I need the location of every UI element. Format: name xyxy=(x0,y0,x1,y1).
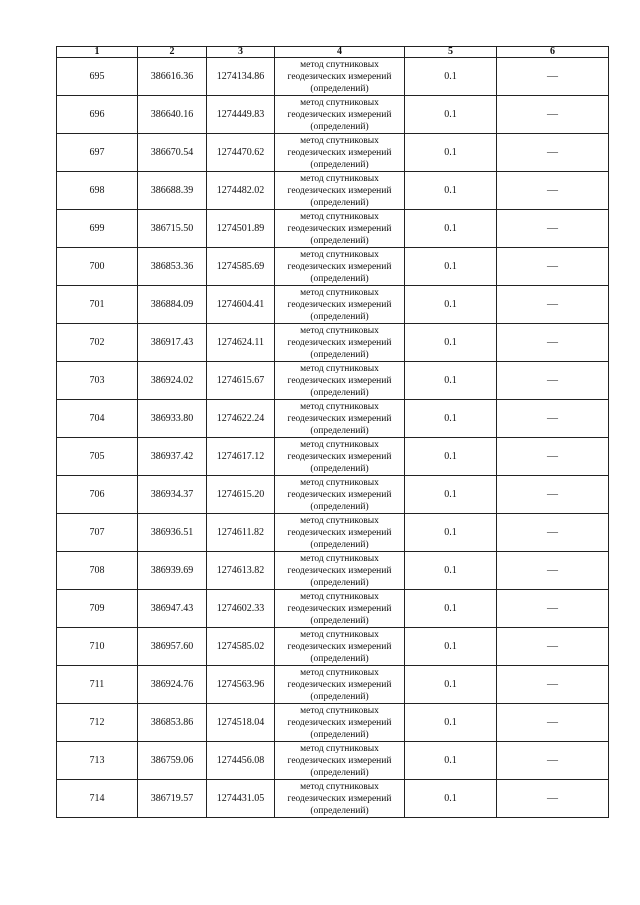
note-cell: — xyxy=(497,248,609,286)
coord-y-cell: 1274585.02 xyxy=(207,628,275,666)
coord-y-cell: 1274518.04 xyxy=(207,704,275,742)
note-cell: — xyxy=(497,666,609,704)
table-row xyxy=(57,96,609,134)
header-col-6: 6 xyxy=(497,47,609,58)
method-cell: метод спутниковых геодезических измерений (определений) xyxy=(275,400,405,438)
method-cell: метод спутниковых геодезических измерений (определений) xyxy=(275,362,405,400)
coord-x-cell: 386947.43 xyxy=(138,590,207,628)
note-cell: — xyxy=(497,514,609,552)
coord-x-cell: 386957.60 xyxy=(138,628,207,666)
table-row xyxy=(57,210,609,248)
point-number-cell: 705 xyxy=(57,438,138,476)
accuracy-cell: 0.1 xyxy=(405,514,497,552)
point-number-cell: 712 xyxy=(57,704,138,742)
table-row xyxy=(57,172,609,210)
header-col-1: 1 xyxy=(57,47,138,58)
point-number-cell: 699 xyxy=(57,210,138,248)
note-cell: — xyxy=(497,780,609,818)
coord-x-cell: 386936.51 xyxy=(138,514,207,552)
accuracy-cell: 0.1 xyxy=(405,628,497,666)
point-number-cell: 713 xyxy=(57,742,138,780)
method-cell: метод спутниковых геодезических измерений (определений) xyxy=(275,286,405,324)
accuracy-cell: 0.1 xyxy=(405,324,497,362)
coord-y-cell: 1274585.69 xyxy=(207,248,275,286)
coord-x-cell: 386759.06 xyxy=(138,742,207,780)
coord-y-cell: 1274563.96 xyxy=(207,666,275,704)
header-col-4: 4 xyxy=(275,47,405,58)
note-cell: — xyxy=(497,552,609,590)
method-cell: метод спутниковых геодезических измерений (определений) xyxy=(275,210,405,248)
point-number-cell: 709 xyxy=(57,590,138,628)
coord-y-cell: 1274611.82 xyxy=(207,514,275,552)
point-number-cell: 700 xyxy=(57,248,138,286)
note-cell: — xyxy=(497,590,609,628)
coord-x-cell: 386640.16 xyxy=(138,96,207,134)
header-col-2: 2 xyxy=(138,47,207,58)
note-cell: — xyxy=(497,58,609,96)
coord-y-cell: 1274604.41 xyxy=(207,286,275,324)
method-cell: метод спутниковых геодезических измерений (определений) xyxy=(275,96,405,134)
point-number-cell: 711 xyxy=(57,666,138,704)
accuracy-cell: 0.1 xyxy=(405,362,497,400)
method-cell: метод спутниковых геодезических измерений (определений) xyxy=(275,628,405,666)
coord-y-cell: 1274615.20 xyxy=(207,476,275,514)
method-cell: метод спутниковых геодезических измерений (определений) xyxy=(275,172,405,210)
table-row xyxy=(57,704,609,742)
table-row xyxy=(57,400,609,438)
point-number-cell: 697 xyxy=(57,134,138,172)
point-number-cell: 701 xyxy=(57,286,138,324)
method-cell: метод спутниковых геодезических измерений (определений) xyxy=(275,590,405,628)
coord-y-cell: 1274482.02 xyxy=(207,172,275,210)
point-number-cell: 696 xyxy=(57,96,138,134)
note-cell: — xyxy=(497,172,609,210)
coord-x-cell: 386934.37 xyxy=(138,476,207,514)
point-number-cell: 703 xyxy=(57,362,138,400)
accuracy-cell: 0.1 xyxy=(405,666,497,704)
coord-x-cell: 386688.39 xyxy=(138,172,207,210)
method-cell: метод спутниковых геодезических измерений (определений) xyxy=(275,552,405,590)
method-cell: метод спутниковых геодезических измерений (определений) xyxy=(275,248,405,286)
table-row xyxy=(57,438,609,476)
table-row xyxy=(57,552,609,590)
table-row xyxy=(57,590,609,628)
coord-x-cell: 386715.50 xyxy=(138,210,207,248)
accuracy-cell: 0.1 xyxy=(405,780,497,818)
accuracy-cell: 0.1 xyxy=(405,172,497,210)
accuracy-cell: 0.1 xyxy=(405,552,497,590)
point-number-cell: 708 xyxy=(57,552,138,590)
table-row xyxy=(57,780,609,818)
coord-y-cell: 1274470.62 xyxy=(207,134,275,172)
method-cell: метод спутниковых геодезических измерений (определений) xyxy=(275,438,405,476)
coord-y-cell: 1274615.67 xyxy=(207,362,275,400)
coord-y-cell: 1274624.11 xyxy=(207,324,275,362)
note-cell: — xyxy=(497,362,609,400)
accuracy-cell: 0.1 xyxy=(405,476,497,514)
accuracy-cell: 0.1 xyxy=(405,58,497,96)
accuracy-cell: 0.1 xyxy=(405,438,497,476)
accuracy-cell: 0.1 xyxy=(405,134,497,172)
accuracy-cell: 0.1 xyxy=(405,210,497,248)
table-row xyxy=(57,742,609,780)
coord-y-cell: 1274617.12 xyxy=(207,438,275,476)
table-row xyxy=(57,666,609,704)
note-cell: — xyxy=(497,476,609,514)
table-row xyxy=(57,362,609,400)
note-cell: — xyxy=(497,400,609,438)
table-row xyxy=(57,324,609,362)
coord-x-cell: 386937.42 xyxy=(138,438,207,476)
coord-x-cell: 386924.76 xyxy=(138,666,207,704)
note-cell: — xyxy=(497,438,609,476)
note-cell: — xyxy=(497,96,609,134)
header-col-5: 5 xyxy=(405,47,497,58)
note-cell: — xyxy=(497,742,609,780)
coord-y-cell: 1274613.82 xyxy=(207,552,275,590)
point-number-cell: 710 xyxy=(57,628,138,666)
accuracy-cell: 0.1 xyxy=(405,400,497,438)
coord-y-cell: 1274431.05 xyxy=(207,780,275,818)
coord-y-cell: 1274622.24 xyxy=(207,400,275,438)
table-body xyxy=(57,58,609,818)
point-number-cell: 702 xyxy=(57,324,138,362)
accuracy-cell: 0.1 xyxy=(405,590,497,628)
coord-y-cell: 1274456.08 xyxy=(207,742,275,780)
note-cell: — xyxy=(497,628,609,666)
coord-x-cell: 386670.54 xyxy=(138,134,207,172)
accuracy-cell: 0.1 xyxy=(405,704,497,742)
coord-x-cell: 386917.43 xyxy=(138,324,207,362)
coord-y-cell: 1274134.86 xyxy=(207,58,275,96)
method-cell: метод спутниковых геодезических измерений (определений) xyxy=(275,134,405,172)
table-header-row xyxy=(57,47,609,58)
table-row xyxy=(57,628,609,666)
accuracy-cell: 0.1 xyxy=(405,286,497,324)
table-row xyxy=(57,514,609,552)
point-number-cell: 707 xyxy=(57,514,138,552)
coordinates-table xyxy=(56,46,609,818)
accuracy-cell: 0.1 xyxy=(405,96,497,134)
method-cell: метод спутниковых геодезических измерений (определений) xyxy=(275,324,405,362)
note-cell: — xyxy=(497,704,609,742)
header-col-3: 3 xyxy=(207,47,275,58)
accuracy-cell: 0.1 xyxy=(405,248,497,286)
note-cell: — xyxy=(497,286,609,324)
coord-x-cell: 386616.36 xyxy=(138,58,207,96)
note-cell: — xyxy=(497,324,609,362)
coord-y-cell: 1274501.89 xyxy=(207,210,275,248)
accuracy-cell: 0.1 xyxy=(405,742,497,780)
point-number-cell: 695 xyxy=(57,58,138,96)
table-row xyxy=(57,286,609,324)
method-cell: метод спутниковых геодезических измерений (определений) xyxy=(275,666,405,704)
coord-x-cell: 386933.80 xyxy=(138,400,207,438)
point-number-cell: 704 xyxy=(57,400,138,438)
coord-y-cell: 1274602.33 xyxy=(207,590,275,628)
note-cell: — xyxy=(497,134,609,172)
coord-x-cell: 386939.69 xyxy=(138,552,207,590)
coord-x-cell: 386853.86 xyxy=(138,704,207,742)
method-cell: метод спутниковых геодезических измерений (определений) xyxy=(275,780,405,818)
method-cell: метод спутниковых геодезических измерений (определений) xyxy=(275,58,405,96)
method-cell: метод спутниковых геодезических измерений (определений) xyxy=(275,514,405,552)
coord-y-cell: 1274449.83 xyxy=(207,96,275,134)
coord-x-cell: 386719.57 xyxy=(138,780,207,818)
method-cell: метод спутниковых геодезических измерений (определений) xyxy=(275,704,405,742)
coord-x-cell: 386924.02 xyxy=(138,362,207,400)
table-row xyxy=(57,134,609,172)
point-number-cell: 698 xyxy=(57,172,138,210)
table-row xyxy=(57,248,609,286)
point-number-cell: 714 xyxy=(57,780,138,818)
method-cell: метод спутниковых геодезических измерений (определений) xyxy=(275,742,405,780)
coord-x-cell: 386853.36 xyxy=(138,248,207,286)
coord-x-cell: 386884.09 xyxy=(138,286,207,324)
method-cell: метод спутниковых геодезических измерений (определений) xyxy=(275,476,405,514)
note-cell: — xyxy=(497,210,609,248)
table-row xyxy=(57,476,609,514)
table-row xyxy=(57,58,609,96)
point-number-cell: 706 xyxy=(57,476,138,514)
